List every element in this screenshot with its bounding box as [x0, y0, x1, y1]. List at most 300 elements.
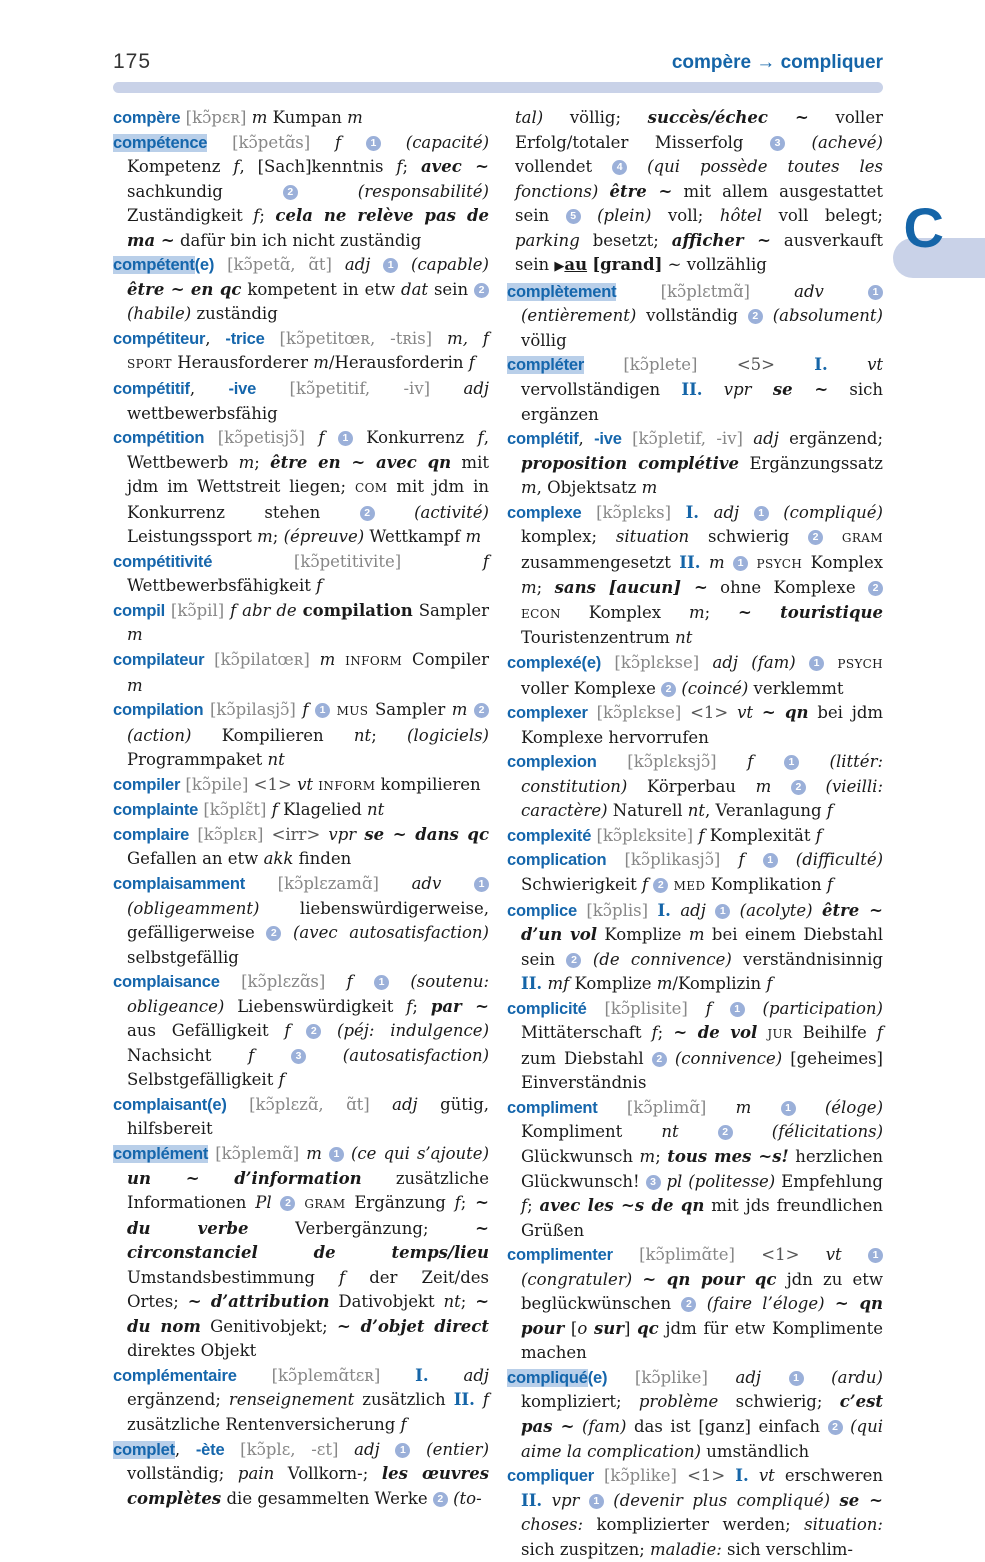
text: kompliziert;: [521, 1392, 639, 1412]
text: [430, 379, 463, 398]
text: schwierig;: [718, 1392, 840, 1412]
text: vollendet: [515, 157, 613, 177]
phonetic-transcription: [kɔ̃plete]: [623, 355, 698, 375]
sense-number: 1: [315, 703, 330, 718]
sense-number: 1: [395, 1443, 410, 1458]
headword: compliquer: [507, 1467, 594, 1486]
italic-grammar: adv: [411, 873, 442, 893]
text: Herausforderer: [171, 353, 314, 373]
phonetic-transcription: [kɔ̃plis]: [586, 900, 649, 920]
phonetic-transcription: [kɔ̃plisite]: [604, 998, 688, 1018]
french-example: ~ qn: [761, 703, 809, 723]
italic-grammar: m: [521, 478, 537, 498]
text: [735, 1245, 761, 1264]
text: [761, 1368, 789, 1387]
sense-number: 2: [474, 703, 489, 718]
text: [712, 999, 730, 1018]
dictionary-entry: [113, 426, 489, 550]
french-example: se ~: [772, 380, 829, 400]
italic-grammar: m: [319, 650, 336, 670]
text: völlig;: [543, 108, 648, 127]
sense-number: 1: [763, 853, 778, 868]
text: Naturell: [607, 801, 688, 821]
french-example: ~ d’attribution: [187, 1292, 330, 1312]
italic-grammar: m: [755, 776, 772, 796]
sense-number: 4: [612, 160, 627, 175]
roman-numeral: II.: [453, 1390, 475, 1410]
italic-grammar: vt: [758, 1466, 775, 1486]
text: [717, 752, 748, 771]
italic-grammar: f: [248, 1045, 255, 1065]
text: [305, 428, 318, 447]
text: Sampler: [368, 700, 452, 720]
text: ;: [412, 996, 431, 1016]
text: [825, 1294, 835, 1313]
text: Kompliment: [521, 1122, 662, 1142]
text: ergänzend;: [127, 1390, 229, 1410]
headword-range: compère → compliquer: [671, 52, 883, 73]
sense-number: 1: [374, 975, 389, 990]
text: [379, 874, 412, 893]
text: ,: [578, 429, 595, 449]
italic-grammar: m: [688, 602, 705, 622]
text: bei jdm Komplexe hervorrufen: [521, 703, 884, 747]
italic-grammar: m: [127, 625, 143, 645]
text: [771, 777, 791, 796]
italic-grammar: f: [271, 800, 278, 820]
text: [824, 653, 837, 672]
dictionary-entry: [507, 750, 883, 824]
bold-word: [grand]: [592, 255, 663, 275]
text: Körperbau: [627, 776, 756, 796]
headword: (e): [194, 256, 215, 275]
text: die gesammelten Werke: [221, 1488, 433, 1508]
dictionary-entry: [113, 377, 489, 426]
text: Empfehlung: [775, 1171, 883, 1191]
text: [842, 1245, 868, 1264]
text: [749, 1466, 759, 1485]
text: ;: [527, 1196, 540, 1216]
italic-grammar: m: [251, 108, 268, 127]
italic-grammar: situation:: [804, 1515, 883, 1535]
french-example: ~ qn pour: [521, 1294, 883, 1338]
french-example: ~ du verbe: [127, 1193, 489, 1238]
italic-grammar: f: [400, 1414, 407, 1434]
text: [332, 255, 345, 274]
phonetic-transcription: [kɔ̃plɛksjɔ̃]: [627, 752, 717, 772]
headword: compilateur: [113, 651, 205, 670]
dictionary-entry: [113, 648, 489, 698]
headword: compiler: [113, 775, 181, 794]
text: voll belegt;: [762, 206, 883, 226]
italic-grammar: m: [735, 1097, 752, 1117]
italic-grammar: adj: [344, 255, 371, 275]
text: [370, 1095, 392, 1114]
text: mit jds freundlichen Grüßen: [521, 1196, 883, 1240]
text: [353, 972, 374, 991]
french-example: ~ qn pour qc: [642, 1269, 777, 1289]
phonetic-transcription: [kɔ̃plɛzɑ̃, ɑ̃t]: [249, 1094, 370, 1114]
french-example: se ~ dans qc: [364, 824, 490, 844]
text: Kumpan: [267, 108, 348, 127]
text: [582, 503, 597, 522]
italic-grammar: f: [468, 353, 475, 373]
dictionary-entry: [507, 848, 883, 898]
sense-number: 1: [730, 1002, 745, 1017]
sense-number: 2: [306, 1024, 321, 1039]
text: [824, 282, 868, 301]
header-rule: [113, 82, 883, 93]
text: sein: [428, 279, 474, 299]
text: ]: [624, 1318, 638, 1338]
italic-grammar: m: [347, 108, 363, 127]
text: [588, 703, 597, 722]
letter-tab-label: C: [903, 196, 944, 259]
italic-grammar: (faire l’éloge): [696, 1294, 825, 1314]
sense-number: 2: [652, 1052, 667, 1067]
text: Nachsicht: [127, 1045, 249, 1065]
roman-numeral: II.: [521, 1490, 543, 1510]
italic-grammar: f: [253, 206, 260, 226]
french-example: se ~: [839, 1490, 884, 1510]
italic-grammar: m: [257, 527, 273, 547]
roman-numeral: I.: [657, 900, 671, 920]
italic-grammar: (connivence): [666, 1048, 783, 1068]
text: [757, 1023, 767, 1042]
verb-conjugation-class: <5>: [736, 355, 775, 375]
headword: -ète: [195, 1440, 225, 1459]
headword-highlighted: complètement: [507, 282, 617, 301]
italic-grammar: (capacité): [380, 132, 490, 152]
text: zuständig: [191, 304, 278, 324]
dictionary-entry: [113, 823, 489, 872]
text: [338, 1440, 354, 1459]
text: [220, 972, 241, 991]
dictionary-entry: [507, 501, 883, 651]
text: [632, 1270, 642, 1289]
text: /Herausforderin: [328, 353, 469, 373]
headword: complaire: [113, 825, 190, 844]
headword: complexer: [507, 704, 588, 723]
text: [752, 380, 773, 399]
italic-grammar: f: [766, 974, 773, 994]
sense-number: 2: [360, 506, 375, 521]
french-example: ~ touristique: [738, 602, 883, 622]
phonetic-transcription: [kɔ̃plɛtmɑ̃]: [660, 281, 750, 301]
dictionary-entry: [113, 599, 489, 648]
roman-numeral: II.: [681, 380, 703, 400]
dictionary-entry: [507, 1096, 883, 1243]
dictionary-entry: [113, 1093, 489, 1142]
italic-grammar: (péj: indulgence): [321, 1021, 490, 1041]
italic-grammar: adj: [753, 429, 779, 449]
italic-grammar: m: [451, 700, 468, 720]
dictionary-entry: [507, 106, 883, 280]
french-example: succès/échec ~: [647, 108, 809, 127]
text: [265, 329, 280, 348]
text: ;: [402, 157, 421, 177]
verb-conjugation-class: <1>: [690, 703, 729, 723]
text: [429, 1366, 464, 1385]
italic-grammar: (fam): [581, 1416, 627, 1436]
text: ausverkauft sein: [515, 230, 883, 275]
column-left: [113, 106, 489, 1562]
dictionary-entry: [113, 970, 489, 1093]
dictionary-entry: [113, 253, 489, 327]
dictionary-entry: [507, 353, 883, 427]
italic-grammar: vpr: [723, 380, 752, 400]
italic-grammar: pl (politesse): [666, 1171, 776, 1191]
text: [341, 133, 366, 152]
subject-label: INFORM: [318, 778, 376, 793]
text: zusätzlich: [354, 1390, 454, 1410]
text: kompilieren: [375, 774, 481, 794]
italic-grammar: (qui possède toutes les fonctions): [515, 157, 884, 201]
phonetic-transcription: [kɔ̃plɛ̃t]: [203, 800, 267, 820]
italic-grammar: choses:: [521, 1515, 584, 1535]
italic-grammar: m: [521, 578, 537, 598]
italic-grammar: f: [316, 576, 323, 596]
text: Verbergänzung;: [248, 1218, 476, 1238]
text: sich verschlim-: [721, 1539, 853, 1559]
text: [679, 1122, 718, 1141]
italic-grammar: m: [238, 452, 255, 472]
italic-grammar: (littér: constitution): [521, 752, 884, 796]
text: [587, 1319, 594, 1338]
text: [574, 1417, 582, 1436]
text: Umstandsbestimmung: [127, 1267, 340, 1287]
text: Komplize: [597, 925, 689, 945]
text: jdn zu etw beglückwünschen: [521, 1269, 883, 1314]
italic-grammar: adj: [680, 900, 706, 920]
phonetic-transcription: [kɔ̃pile]: [185, 774, 249, 794]
headword: complémentaire: [113, 1366, 237, 1385]
french-example: ~ circonstanciel de temps/lieu: [127, 1218, 489, 1263]
text: [688, 999, 706, 1018]
phonetic-transcription: [kɔ̃plɛkse]: [596, 703, 682, 723]
text: Gefallen an etw: [127, 849, 264, 869]
italic-grammar: adj: [735, 1367, 761, 1387]
italic-grammar: situation: [615, 527, 690, 547]
text: vervollständigen: [521, 380, 682, 400]
italic-grammar: vpr: [551, 1490, 580, 1510]
italic-grammar: (acolyte): [730, 900, 813, 920]
text: liebenswürdigerweise, gefälligerweise: [127, 898, 489, 943]
italic-grammar: f: [641, 874, 649, 894]
italic-grammar: (avec autosatisfaction): [281, 923, 489, 943]
italic-grammar: (ardu): [803, 1367, 883, 1387]
italic-grammar: (de connivence): [581, 949, 732, 969]
dictionary-entry: [113, 131, 489, 254]
headword: complétif: [507, 430, 579, 449]
italic-grammar: f: [705, 998, 712, 1018]
sense-number: 1: [733, 556, 748, 571]
text: komplex;: [521, 527, 616, 547]
dictionary-columns: [113, 106, 883, 1562]
italic-grammar: f: [302, 700, 309, 720]
page-header: [113, 50, 883, 74]
sense-number: 1: [868, 285, 883, 300]
text: voll;: [651, 206, 720, 226]
text: [748, 553, 756, 572]
text: [207, 133, 232, 152]
text: voller Komplexe: [521, 678, 662, 698]
french-example: cela ne relève pas de ma ~: [127, 206, 489, 250]
sense-number: 2: [280, 1196, 295, 1211]
italic-grammar: (responsabilité): [297, 181, 489, 201]
italic-grammar: (autosatisfaction): [306, 1045, 490, 1065]
phonetic-transcription: [kɔ̃petɑ̃, ɑ̃t]: [227, 255, 332, 275]
italic-grammar: adv: [794, 281, 824, 301]
dictionary-entry: [507, 997, 883, 1096]
dictionary-entry: [113, 106, 489, 131]
text: ;: [254, 452, 271, 472]
text: [708, 1368, 736, 1387]
italic-grammar: (congratuler): [521, 1269, 633, 1289]
text: ;: [259, 206, 276, 226]
dictionary-entry: [507, 1366, 883, 1464]
italic-grammar: adj: [463, 379, 489, 399]
italic-grammar: (achevé): [785, 132, 883, 152]
italic-grammar: nt: [367, 800, 385, 820]
sense-number: 5: [566, 209, 581, 224]
phonetic-transcription: [kɔ̃pletif, -iv]: [632, 429, 743, 449]
italic-grammar: adj: [392, 1094, 418, 1114]
french-example: proposition complétive: [521, 453, 739, 473]
text: Komplexität: [704, 825, 816, 845]
text: [700, 553, 708, 572]
subject-label: PSYCH: [837, 657, 884, 672]
italic-grammar: f: [651, 1023, 658, 1043]
sense-number: 1: [868, 1248, 883, 1263]
italic-grammar: nt: [661, 1122, 679, 1142]
verb-conjugation-class: <1>: [253, 774, 292, 794]
verb-conjugation-class: <1>: [761, 1245, 800, 1265]
text: voller Erfolg/totaler Misserfolg: [515, 108, 883, 152]
headword: complexe: [507, 503, 582, 522]
phonetic-transcription: [kɔ̃plike]: [634, 1367, 708, 1387]
italic-grammar: m: [465, 527, 482, 547]
sense-number: 1: [366, 136, 381, 151]
sense-number: 1: [715, 904, 730, 919]
verb-conjugation-class: <irr>: [271, 824, 321, 844]
phonetic-transcription: [kɔ̃petɑ̃s]: [232, 132, 311, 152]
text: Komplex: [802, 552, 884, 572]
sense-number: 2: [283, 185, 298, 200]
french-example: avec ~: [420, 157, 489, 177]
text: ;: [657, 1023, 674, 1043]
italic-grammar: akk: [263, 849, 294, 869]
sense-number: 1: [809, 656, 824, 671]
italic-grammar: nt: [687, 801, 706, 821]
italic-grammar: m: [708, 552, 725, 572]
text: [753, 703, 762, 722]
italic-grammar: f: [815, 825, 822, 845]
roman-numeral: I.: [415, 1365, 429, 1385]
italic-grammar: m: [688, 925, 705, 945]
text: [212, 552, 294, 571]
text: Komplex: [560, 602, 689, 622]
french-example: être en ~ avec qn: [270, 452, 452, 472]
headword: (e): [587, 1368, 608, 1387]
text: /Komplizin: [672, 974, 767, 994]
headword: complainte: [113, 801, 199, 820]
headword: compétitivité: [113, 552, 213, 571]
headword: (e): [581, 654, 602, 673]
italic-grammar: (ce qui s’ajoute): [343, 1143, 490, 1163]
sense-number: 2: [808, 530, 823, 545]
text: zusammengesetzt: [521, 552, 680, 572]
italic-grammar: (entier): [410, 1439, 490, 1459]
text: [475, 1390, 483, 1409]
italic-grammar: f: [738, 850, 745, 870]
text: [813, 901, 822, 920]
italic-grammar: m: [656, 974, 673, 994]
phonetic-transcription: [kɔ̃plemɑ̃tɛʀ]: [271, 1365, 381, 1385]
text: dafür bin ich nicht zuständig: [174, 230, 422, 250]
text: Komplikation: [705, 874, 827, 894]
headword: compétiteur: [113, 329, 206, 348]
french-example: sans [aucun] ~: [554, 578, 708, 598]
italic-grammar: f: [233, 157, 240, 177]
text: [577, 901, 586, 920]
text: ;: [272, 527, 284, 547]
headword: complicité: [507, 999, 587, 1018]
sense-number: 3: [291, 1049, 306, 1064]
text: Ergänzungssatz: [738, 453, 884, 473]
text: [720, 850, 738, 869]
verb-conjugation-class: <1>: [687, 1466, 726, 1486]
text: sich ergänzen: [521, 380, 883, 424]
subject-label: PSYCH: [756, 556, 803, 571]
french-example: ~ de vol: [673, 1023, 758, 1043]
french-example: être ~ en qc: [127, 279, 242, 299]
text: [310, 650, 320, 669]
phonetic-transcription: [kɔ̃plɛzɑ̃s]: [241, 972, 326, 992]
italic-grammar: f: [826, 801, 833, 821]
text: [745, 850, 763, 869]
text: [706, 1098, 735, 1117]
phonetic-transcription: [kɔ̃plɛkse]: [614, 653, 700, 673]
text: [622, 429, 632, 448]
text: [295, 1193, 304, 1212]
dictionary-entry: [113, 1438, 489, 1512]
italic-grammar: (habile): [127, 304, 192, 324]
italic-grammar: tal): [515, 108, 544, 127]
text: bei einem Diebstahl sein: [521, 925, 884, 969]
idiom-marker: ▶: [554, 259, 565, 275]
text: ;: [655, 1146, 668, 1166]
sense-number: 1: [754, 506, 769, 521]
headword: complaisance: [113, 973, 220, 992]
text: [272, 1193, 281, 1212]
italic-grammar: f: [747, 752, 754, 772]
text: komplizierter werden;: [583, 1515, 805, 1535]
sense-number: 1: [784, 755, 799, 770]
sense-number: 2: [661, 682, 676, 697]
text: [750, 282, 794, 301]
sense-number: 2: [868, 581, 883, 596]
subject-label: SPORT: [127, 357, 172, 372]
headword: compère: [113, 109, 181, 127]
italic-grammar: (félicitations): [732, 1122, 884, 1142]
italic-grammar: m, f: [447, 328, 489, 348]
subject-label: GRAM: [841, 531, 884, 546]
italic-grammar: dat: [401, 279, 429, 299]
dictionary-entry: [113, 872, 489, 970]
text: [671, 901, 680, 920]
headword: complice: [507, 901, 577, 920]
